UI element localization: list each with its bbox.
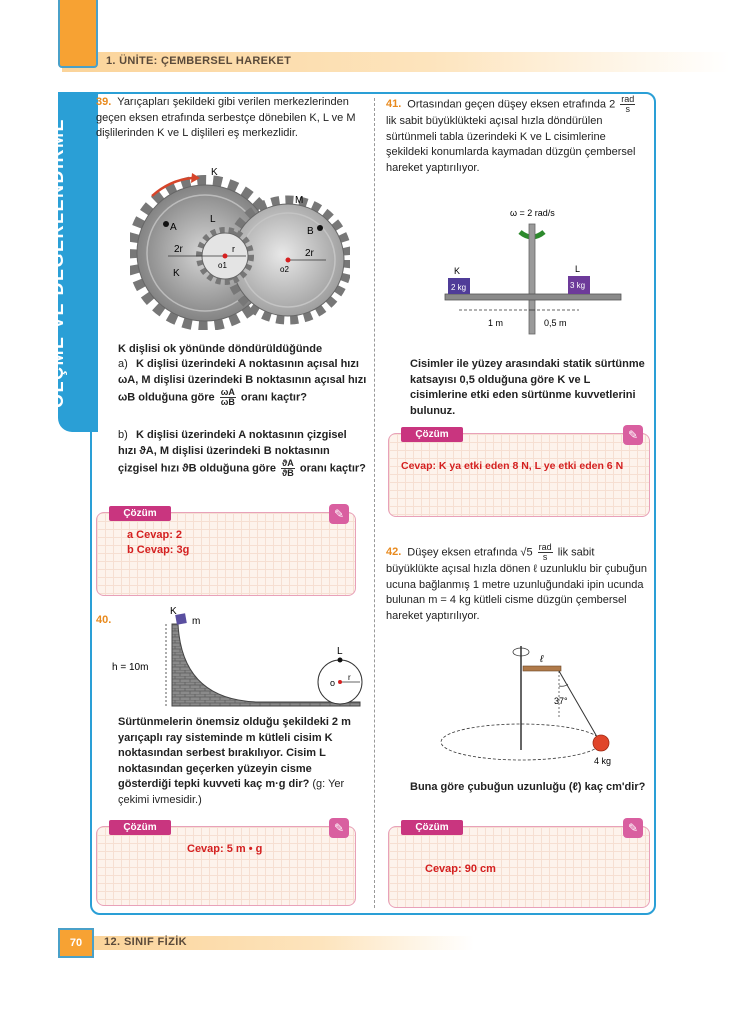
q42-pendulum-figure [440, 638, 630, 770]
frac-num: rad [538, 542, 552, 552]
frac-den: s [542, 552, 548, 562]
q39-b-fraction [281, 459, 295, 478]
q39-a-fraction [220, 388, 236, 407]
q41-answer: Cevap: K ya etki eden 8 N, L ye etki eden 6 N [401, 460, 624, 472]
block-m [175, 613, 187, 625]
label-k2: K [173, 268, 180, 279]
label-b: B [307, 226, 314, 237]
q42-answer: Cevap: 90 cm [425, 863, 496, 875]
q42-fraction [538, 543, 553, 562]
side-banner-text: ÖLÇME VE DEĞERLENDİRME [47, 117, 67, 409]
q42-number: 42. [386, 546, 402, 559]
label-mass-k: 2 kg [451, 283, 467, 292]
q40-solution-box[interactable] [96, 821, 356, 906]
q39-b-text2: oranı kaçtır? [299, 462, 366, 475]
page-number: 70 [58, 928, 94, 958]
q42-text2: lik sabit büyüklükte açısal hızla dönen ℓ uzunluklu bir çubuğun ucuna bağlanmış 1 metre uzunluğundaki ipin ucunda bulunan m = 4 kg kütleli cisme düzgün çembersel hareket yaptırılıyor. [386, 546, 648, 622]
label-2r-k: 2r [174, 244, 183, 255]
point-l [338, 658, 343, 663]
label-mass-l: 3 kg [570, 281, 586, 290]
q39-a-text: K dişlisi üzerindeki A noktasının açısal hızı ωA, M dişlisi üzerindeki B noktasının açısal hızı ωB olduğuna göre [118, 358, 367, 404]
q39-b-text: K dişlisi üzerindeki A noktasının çizgisel hızı ϑA, M dişlisi üzerindeki B noktasının çizgisel hızı ϑB olduğuna göre [118, 429, 347, 475]
q39-part-b [118, 428, 368, 478]
q39-b-label: b) [118, 429, 128, 441]
label-2r-m: 2r [305, 248, 314, 259]
label-dist-l: 0,5 m [544, 318, 567, 328]
solution-tag: Çözüm [109, 820, 171, 835]
q39-answer-a: a Cevap: 2 [127, 529, 183, 541]
column-divider [374, 98, 375, 908]
q42-question: Buna göre çubuğun uzunluğu (ℓ) kaç cm'dir? [410, 781, 646, 793]
label-l: L [337, 646, 343, 657]
label-k: K [170, 606, 177, 617]
q42-text1: Düşey eksen etrafında √5 [407, 546, 533, 559]
label-dist-k: 1 m [488, 318, 504, 328]
q39-part-a [118, 357, 368, 407]
page-tab [58, 0, 98, 68]
q39-solution-box[interactable] [96, 507, 356, 596]
q42-solution-box[interactable] [388, 821, 650, 908]
q39-a-label: a) [118, 358, 128, 370]
q41-solution-box[interactable] [388, 428, 650, 517]
label-o2: o2 [280, 265, 289, 274]
point-b [317, 225, 323, 231]
label-o: o [330, 678, 336, 688]
q41-question: Cisimler ile yüzey arasındaki statik sürtünme katsayısı 0,5 olduğuna göre K ve L cisimlerine etki eden sürtünme kuvvetlerini bulunuz. [410, 358, 645, 417]
q39-text [96, 95, 364, 142]
q41-text [386, 95, 648, 176]
string [559, 671, 600, 742]
q39-intro: K dişlisi ok yönünde döndürüldüğünde [118, 343, 323, 355]
frac-num: ωA [220, 387, 235, 397]
pencil-icon: ✎ [329, 818, 349, 838]
q39-number: 39. [96, 96, 112, 108]
q41-fraction [620, 95, 635, 114]
book-title: 12. SINIF FİZİK [104, 936, 188, 948]
q40-track-figure [110, 604, 370, 712]
frac-den: s [625, 104, 631, 114]
q41-number: 41. [386, 98, 402, 111]
q40-note: (g: Yer çekimi ivmesidir.) [118, 778, 345, 806]
solution-tag: Çözüm [109, 506, 171, 521]
label-m: m [192, 616, 201, 627]
point-a [163, 221, 169, 227]
mass-ball [593, 735, 609, 751]
frac-den: ωB [220, 397, 235, 407]
axis [529, 224, 535, 334]
q42-text [386, 543, 648, 624]
label-r: r [348, 673, 351, 682]
label-o1: o1 [218, 261, 227, 270]
solution-tag: Çözüm [401, 427, 463, 442]
label-k: K [454, 266, 461, 276]
pencil-icon: ✎ [329, 504, 349, 524]
q39-gear-figure [130, 168, 350, 330]
q40-number: 40. [96, 614, 112, 626]
q41-text1: Ortasından geçen düşey eksen etrafında 2 [407, 98, 616, 111]
label-l: L [210, 214, 216, 225]
pencil-icon: ✎ [623, 425, 643, 445]
frac-num: ϑA [282, 458, 294, 468]
q41-turntable-figure [440, 200, 630, 340]
rod [523, 666, 561, 671]
label-mass: 4 kg [594, 756, 612, 766]
label-a: A [170, 222, 177, 233]
table [445, 294, 621, 300]
label-l: L [575, 264, 581, 274]
label-k: K [211, 168, 218, 178]
frac-num: rad [621, 94, 635, 104]
frac-den: ϑB [282, 468, 294, 478]
label-l: ℓ [540, 654, 544, 665]
q40-text [118, 715, 368, 808]
q39-a-text2: oranı kaçtır? [240, 391, 307, 404]
label-r: r [232, 244, 235, 254]
q40-answer: Cevap: 5 m • g [187, 843, 263, 855]
unit-title: 1. ÜNİTE: ÇEMBERSEL HAREKET [106, 55, 292, 67]
q39-answer-b: b Cevap: 3g [127, 544, 190, 556]
q41-text2: lik sabit büyüklükteki açısal hızla döndürülen sürtünmeli tabla üzerindeki K ve L cisimlerine şekildeki konumlarda kaymadan düzgün çembersel hareket yaptırılıyor. [386, 115, 636, 174]
label-h: h = 10m [112, 662, 149, 673]
solution-tag: Çözüm [401, 820, 463, 835]
label-angle: 37° [554, 696, 568, 706]
q40-body: Sürtünmelerin önemsiz olduğu şekildeki 2 m yarıçaplı ray sisteminde m kütleli cisim K noktasından serbest bırakılıyor. Cisim L noktasından geçerken yüzeyin cisme gösterdiği tepki kuvveti kaç m·g dir? [118, 716, 351, 790]
label-omega: ω = 2 rad/s [510, 208, 555, 218]
label-m: M [295, 195, 304, 206]
pencil-icon: ✎ [623, 818, 643, 838]
q39-body: Yarıçapları şekildeki gibi verilen merkezlerinden geçen eksen etrafında serbestçe dönebilen K, L ve M dişlilerinden K ve L dişlileri eş merkezlidir. [96, 96, 356, 139]
